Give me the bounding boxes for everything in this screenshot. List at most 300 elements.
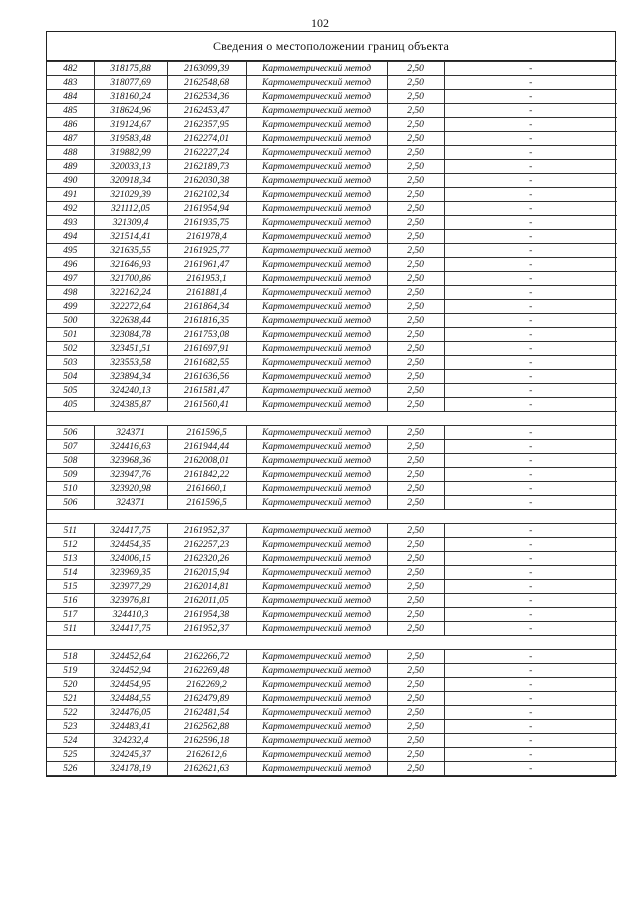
x-coordinate-cell: 324232,4: [94, 734, 167, 748]
method-cell: Картометрический метод: [246, 398, 387, 412]
x-coordinate-cell: 320918,34: [94, 174, 167, 188]
method-cell: Картометрический метод: [246, 258, 387, 272]
method-cell: Картометрический метод: [246, 230, 387, 244]
point-number-cell: 505: [47, 384, 94, 398]
y-coordinate-cell: 2162534,36: [167, 90, 246, 104]
point-number-cell: 516: [47, 594, 94, 608]
table-row: [47, 104, 617, 118]
accuracy-cell: 2,50: [387, 622, 444, 636]
accuracy-cell: 2,50: [387, 538, 444, 552]
table-row: [47, 370, 617, 384]
description-cell: -: [444, 90, 617, 104]
x-coordinate-cell: 323947,76: [94, 468, 167, 482]
point-number-cell: 490: [47, 174, 94, 188]
group-separator-row: [47, 510, 617, 524]
table-row: [47, 664, 617, 678]
point-number-cell: 488: [47, 146, 94, 160]
y-coordinate-cell: 2162481,54: [167, 706, 246, 720]
accuracy-cell: 2,50: [387, 468, 444, 482]
accuracy-cell: 2,50: [387, 454, 444, 468]
coordinates-table-body: [47, 62, 617, 776]
x-coordinate-cell: 323894,34: [94, 370, 167, 384]
point-number-cell: 513: [47, 552, 94, 566]
accuracy-cell: 2,50: [387, 734, 444, 748]
accuracy-cell: 2,50: [387, 720, 444, 734]
boundary-table-frame: [46, 31, 616, 777]
y-coordinate-cell: 2162227,24: [167, 146, 246, 160]
description-cell: -: [444, 496, 617, 510]
description-cell: -: [444, 244, 617, 258]
table-row: [47, 160, 617, 174]
y-coordinate-cell: 2162562,88: [167, 720, 246, 734]
description-cell: -: [444, 608, 617, 622]
y-coordinate-cell: 2162014,81: [167, 580, 246, 594]
x-coordinate-cell: 323976,81: [94, 594, 167, 608]
description-cell: -: [444, 272, 617, 286]
point-number-cell: 515: [47, 580, 94, 594]
description-cell: -: [444, 734, 617, 748]
accuracy-cell: 2,50: [387, 566, 444, 580]
description-cell: -: [444, 286, 617, 300]
table-row: [47, 314, 617, 328]
y-coordinate-cell: 2161560,41: [167, 398, 246, 412]
accuracy-cell: 2,50: [387, 258, 444, 272]
method-cell: Картометрический метод: [246, 440, 387, 454]
x-coordinate-cell: 323968,36: [94, 454, 167, 468]
table-row: [47, 720, 617, 734]
description-cell: -: [444, 482, 617, 496]
x-coordinate-cell: 319882,99: [94, 146, 167, 160]
method-cell: Картометрический метод: [246, 426, 387, 440]
point-number-cell: 507: [47, 440, 94, 454]
accuracy-cell: 2,50: [387, 398, 444, 412]
x-coordinate-cell: 324417,75: [94, 622, 167, 636]
x-coordinate-cell: 323969,35: [94, 566, 167, 580]
accuracy-cell: 2,50: [387, 300, 444, 314]
x-coordinate-cell: 324417,75: [94, 524, 167, 538]
table-row: [47, 202, 617, 216]
method-cell: Картометрический метод: [246, 706, 387, 720]
method-cell: Картометрический метод: [246, 482, 387, 496]
y-coordinate-cell: 2161596,5: [167, 426, 246, 440]
x-coordinate-cell: 322162,24: [94, 286, 167, 300]
point-number-cell: 489: [47, 160, 94, 174]
x-coordinate-cell: 324454,95: [94, 678, 167, 692]
method-cell: Картометрический метод: [246, 90, 387, 104]
table-row: [47, 454, 617, 468]
table-row: [47, 328, 617, 342]
accuracy-cell: 2,50: [387, 580, 444, 594]
accuracy-cell: 2,50: [387, 594, 444, 608]
point-number-cell: 484: [47, 90, 94, 104]
x-coordinate-cell: 323977,29: [94, 580, 167, 594]
x-coordinate-cell: 324416,63: [94, 440, 167, 454]
y-coordinate-cell: 2161978,4: [167, 230, 246, 244]
description-cell: -: [444, 356, 617, 370]
y-coordinate-cell: 2162008,01: [167, 454, 246, 468]
y-coordinate-cell: 2162015,94: [167, 566, 246, 580]
accuracy-cell: 2,50: [387, 426, 444, 440]
x-coordinate-cell: 318160,24: [94, 90, 167, 104]
table-row: [47, 90, 617, 104]
point-number-cell: 511: [47, 524, 94, 538]
description-cell: -: [444, 160, 617, 174]
x-coordinate-cell: 323451,51: [94, 342, 167, 356]
table-row: [47, 524, 617, 538]
x-coordinate-cell: 324484,55: [94, 692, 167, 706]
accuracy-cell: 2,50: [387, 188, 444, 202]
description-cell: -: [444, 300, 617, 314]
table-row: [47, 244, 617, 258]
description-cell: -: [444, 664, 617, 678]
point-number-cell: 502: [47, 342, 94, 356]
y-coordinate-cell: 2162596,18: [167, 734, 246, 748]
x-coordinate-cell: 319124,67: [94, 118, 167, 132]
x-coordinate-cell: 323084,78: [94, 328, 167, 342]
table-row: [47, 216, 617, 230]
table-row: [47, 468, 617, 482]
table-row: [47, 398, 617, 412]
point-number-cell: 487: [47, 132, 94, 146]
method-cell: Картометрический метод: [246, 580, 387, 594]
group-separator-cell: [47, 636, 617, 650]
method-cell: Картометрический метод: [246, 342, 387, 356]
accuracy-cell: 2,50: [387, 440, 444, 454]
accuracy-cell: 2,50: [387, 384, 444, 398]
table-row: [47, 384, 617, 398]
y-coordinate-cell: 2161952,37: [167, 622, 246, 636]
table-row: [47, 762, 617, 776]
method-cell: Картометрический метод: [246, 678, 387, 692]
coordinates-table: [47, 61, 617, 776]
y-coordinate-cell: 2161682,55: [167, 356, 246, 370]
accuracy-cell: 2,50: [387, 664, 444, 678]
y-coordinate-cell: 2161636,56: [167, 370, 246, 384]
point-number-cell: 521: [47, 692, 94, 706]
y-coordinate-cell: 2162266,72: [167, 650, 246, 664]
accuracy-cell: 2,50: [387, 328, 444, 342]
method-cell: Картометрический метод: [246, 650, 387, 664]
table-row: [47, 76, 617, 90]
description-cell: -: [444, 580, 617, 594]
table-row: [47, 272, 617, 286]
table-row: [47, 706, 617, 720]
group-separator-cell: [47, 412, 617, 426]
table-row: [47, 62, 617, 76]
description-cell: -: [444, 468, 617, 482]
method-cell: Картометрический метод: [246, 62, 387, 76]
method-cell: Картометрический метод: [246, 594, 387, 608]
description-cell: -: [444, 62, 617, 76]
point-number-cell: 514: [47, 566, 94, 580]
accuracy-cell: 2,50: [387, 706, 444, 720]
table-row: [47, 608, 617, 622]
table-row: [47, 734, 617, 748]
accuracy-cell: 2,50: [387, 524, 444, 538]
y-coordinate-cell: 2161961,47: [167, 258, 246, 272]
point-number-cell: 482: [47, 62, 94, 76]
accuracy-cell: 2,50: [387, 356, 444, 370]
accuracy-cell: 2,50: [387, 678, 444, 692]
accuracy-cell: 2,50: [387, 132, 444, 146]
point-number-cell: 495: [47, 244, 94, 258]
y-coordinate-cell: 2161954,38: [167, 608, 246, 622]
description-cell: -: [444, 174, 617, 188]
accuracy-cell: 2,50: [387, 230, 444, 244]
method-cell: Картометрический метод: [246, 468, 387, 482]
group-separator-cell: [47, 510, 617, 524]
point-number-cell: 503: [47, 356, 94, 370]
y-coordinate-cell: 2162320,26: [167, 552, 246, 566]
table-row: [47, 650, 617, 664]
x-coordinate-cell: 321112,05: [94, 202, 167, 216]
method-cell: Картометрический метод: [246, 202, 387, 216]
method-cell: Картометрический метод: [246, 762, 387, 776]
page-number: 102: [311, 16, 329, 30]
point-number-cell: 499: [47, 300, 94, 314]
accuracy-cell: 2,50: [387, 146, 444, 160]
y-coordinate-cell: 2162621,63: [167, 762, 246, 776]
description-cell: -: [444, 118, 617, 132]
y-coordinate-cell: 2161697,91: [167, 342, 246, 356]
description-cell: -: [444, 398, 617, 412]
table-row: [47, 118, 617, 132]
method-cell: Картометрический метод: [246, 622, 387, 636]
accuracy-cell: 2,50: [387, 482, 444, 496]
x-coordinate-cell: 318175,88: [94, 62, 167, 76]
accuracy-cell: 2,50: [387, 342, 444, 356]
description-cell: -: [444, 314, 617, 328]
description-cell: -: [444, 552, 617, 566]
point-number-cell: 498: [47, 286, 94, 300]
point-number-cell: 492: [47, 202, 94, 216]
x-coordinate-cell: 321700,86: [94, 272, 167, 286]
point-number-cell: 405: [47, 398, 94, 412]
x-coordinate-cell: 324452,64: [94, 650, 167, 664]
y-coordinate-cell: 2162257,23: [167, 538, 246, 552]
x-coordinate-cell: 324006,15: [94, 552, 167, 566]
accuracy-cell: 2,50: [387, 650, 444, 664]
method-cell: Картометрический метод: [246, 720, 387, 734]
accuracy-cell: 2,50: [387, 174, 444, 188]
point-number-cell: 522: [47, 706, 94, 720]
description-cell: -: [444, 370, 617, 384]
table-row: [47, 356, 617, 370]
table-row: [47, 692, 617, 706]
table-title: Сведения о местоположении границ объекта: [47, 32, 615, 61]
point-number-cell: 519: [47, 664, 94, 678]
method-cell: Картометрический метод: [246, 244, 387, 258]
method-cell: Картометрический метод: [246, 328, 387, 342]
accuracy-cell: 2,50: [387, 244, 444, 258]
method-cell: Картометрический метод: [246, 356, 387, 370]
y-coordinate-cell: 2161881,4: [167, 286, 246, 300]
description-cell: -: [444, 188, 617, 202]
y-coordinate-cell: 2161925,77: [167, 244, 246, 258]
description-cell: -: [444, 720, 617, 734]
table-row: [47, 482, 617, 496]
method-cell: Картометрический метод: [246, 664, 387, 678]
y-coordinate-cell: 2161842,22: [167, 468, 246, 482]
accuracy-cell: 2,50: [387, 496, 444, 510]
table-row: [47, 594, 617, 608]
method-cell: Картометрический метод: [246, 160, 387, 174]
x-coordinate-cell: 324454,35: [94, 538, 167, 552]
x-coordinate-cell: 324410,3: [94, 608, 167, 622]
y-coordinate-cell: 2162269,48: [167, 664, 246, 678]
table-row: [47, 678, 617, 692]
description-cell: -: [444, 706, 617, 720]
method-cell: Картометрический метод: [246, 300, 387, 314]
description-cell: -: [444, 216, 617, 230]
accuracy-cell: 2,50: [387, 272, 444, 286]
method-cell: Картометрический метод: [246, 538, 387, 552]
x-coordinate-cell: 319583,48: [94, 132, 167, 146]
y-coordinate-cell: 2162102,34: [167, 188, 246, 202]
y-coordinate-cell: 2161596,5: [167, 496, 246, 510]
y-coordinate-cell: 2162269,2: [167, 678, 246, 692]
table-row: [47, 300, 617, 314]
description-cell: -: [444, 538, 617, 552]
description-cell: -: [444, 650, 617, 664]
x-coordinate-cell: 324245,37: [94, 748, 167, 762]
table-row: [47, 622, 617, 636]
y-coordinate-cell: 2162453,47: [167, 104, 246, 118]
description-cell: -: [444, 454, 617, 468]
table-row: [47, 286, 617, 300]
table-row: [47, 342, 617, 356]
point-number-cell: 510: [47, 482, 94, 496]
y-coordinate-cell: 2162612,6: [167, 748, 246, 762]
point-number-cell: 504: [47, 370, 94, 384]
table-row: [47, 188, 617, 202]
point-number-cell: 512: [47, 538, 94, 552]
table-row: [47, 748, 617, 762]
accuracy-cell: 2,50: [387, 118, 444, 132]
y-coordinate-cell: 2162030,38: [167, 174, 246, 188]
x-coordinate-cell: 324371: [94, 496, 167, 510]
point-number-cell: 526: [47, 762, 94, 776]
method-cell: Картометрический метод: [246, 370, 387, 384]
method-cell: Картометрический метод: [246, 132, 387, 146]
accuracy-cell: 2,50: [387, 76, 444, 90]
x-coordinate-cell: 318624,96: [94, 104, 167, 118]
description-cell: -: [444, 328, 617, 342]
y-coordinate-cell: 2161864,34: [167, 300, 246, 314]
description-cell: -: [444, 762, 617, 776]
description-cell: -: [444, 202, 617, 216]
group-separator-row: [47, 412, 617, 426]
x-coordinate-cell: 321635,55: [94, 244, 167, 258]
x-coordinate-cell: 321514,41: [94, 230, 167, 244]
point-number-cell: 524: [47, 734, 94, 748]
accuracy-cell: 2,50: [387, 286, 444, 300]
point-number-cell: 496: [47, 258, 94, 272]
x-coordinate-cell: 324371: [94, 426, 167, 440]
point-number-cell: 518: [47, 650, 94, 664]
description-cell: -: [444, 258, 617, 272]
group-separator-row: [47, 636, 617, 650]
description-cell: -: [444, 76, 617, 90]
method-cell: Картометрический метод: [246, 76, 387, 90]
point-number-cell: 506: [47, 426, 94, 440]
y-coordinate-cell: 2162548,68: [167, 76, 246, 90]
point-number-cell: 494: [47, 230, 94, 244]
table-row: [47, 174, 617, 188]
accuracy-cell: 2,50: [387, 160, 444, 174]
method-cell: Картометрический метод: [246, 748, 387, 762]
description-cell: -: [444, 230, 617, 244]
point-number-cell: 523: [47, 720, 94, 734]
method-cell: Картометрический метод: [246, 216, 387, 230]
table-row: [47, 580, 617, 594]
point-number-cell: 520: [47, 678, 94, 692]
table-row: [47, 440, 617, 454]
method-cell: Картометрический метод: [246, 692, 387, 706]
y-coordinate-cell: 2161953,1: [167, 272, 246, 286]
accuracy-cell: 2,50: [387, 216, 444, 230]
method-cell: Картометрический метод: [246, 496, 387, 510]
method-cell: Картометрический метод: [246, 454, 387, 468]
method-cell: Картометрический метод: [246, 566, 387, 580]
method-cell: Картометрический метод: [246, 524, 387, 538]
x-coordinate-cell: 324178,19: [94, 762, 167, 776]
point-number-cell: 493: [47, 216, 94, 230]
y-coordinate-cell: 2162011,05: [167, 594, 246, 608]
x-coordinate-cell: 324452,94: [94, 664, 167, 678]
description-cell: -: [444, 566, 617, 580]
accuracy-cell: 2,50: [387, 608, 444, 622]
table-row: [47, 566, 617, 580]
y-coordinate-cell: 2161581,47: [167, 384, 246, 398]
method-cell: Картометрический метод: [246, 552, 387, 566]
method-cell: Картометрический метод: [246, 118, 387, 132]
x-coordinate-cell: 324476,05: [94, 706, 167, 720]
description-cell: -: [444, 146, 617, 160]
y-coordinate-cell: 2161952,37: [167, 524, 246, 538]
x-coordinate-cell: 323920,98: [94, 482, 167, 496]
method-cell: Картометрический метод: [246, 734, 387, 748]
x-coordinate-cell: 324385,87: [94, 398, 167, 412]
method-cell: Картометрический метод: [246, 286, 387, 300]
point-number-cell: 485: [47, 104, 94, 118]
description-cell: -: [444, 132, 617, 146]
point-number-cell: 511: [47, 622, 94, 636]
method-cell: Картометрический метод: [246, 314, 387, 328]
description-cell: -: [444, 342, 617, 356]
method-cell: Картометрический метод: [246, 146, 387, 160]
x-coordinate-cell: 323553,58: [94, 356, 167, 370]
point-number-cell: 500: [47, 314, 94, 328]
description-cell: -: [444, 622, 617, 636]
point-number-cell: 506: [47, 496, 94, 510]
accuracy-cell: 2,50: [387, 314, 444, 328]
table-row: [47, 496, 617, 510]
accuracy-cell: 2,50: [387, 762, 444, 776]
description-cell: -: [444, 524, 617, 538]
method-cell: Картометрический метод: [246, 272, 387, 286]
method-cell: Картометрический метод: [246, 384, 387, 398]
y-coordinate-cell: 2161660,1: [167, 482, 246, 496]
point-number-cell: 501: [47, 328, 94, 342]
point-number-cell: 497: [47, 272, 94, 286]
x-coordinate-cell: 321646,93: [94, 258, 167, 272]
point-number-cell: 483: [47, 76, 94, 90]
method-cell: Картометрический метод: [246, 188, 387, 202]
table-row: [47, 146, 617, 160]
y-coordinate-cell: 2162189,73: [167, 160, 246, 174]
point-number-cell: 491: [47, 188, 94, 202]
